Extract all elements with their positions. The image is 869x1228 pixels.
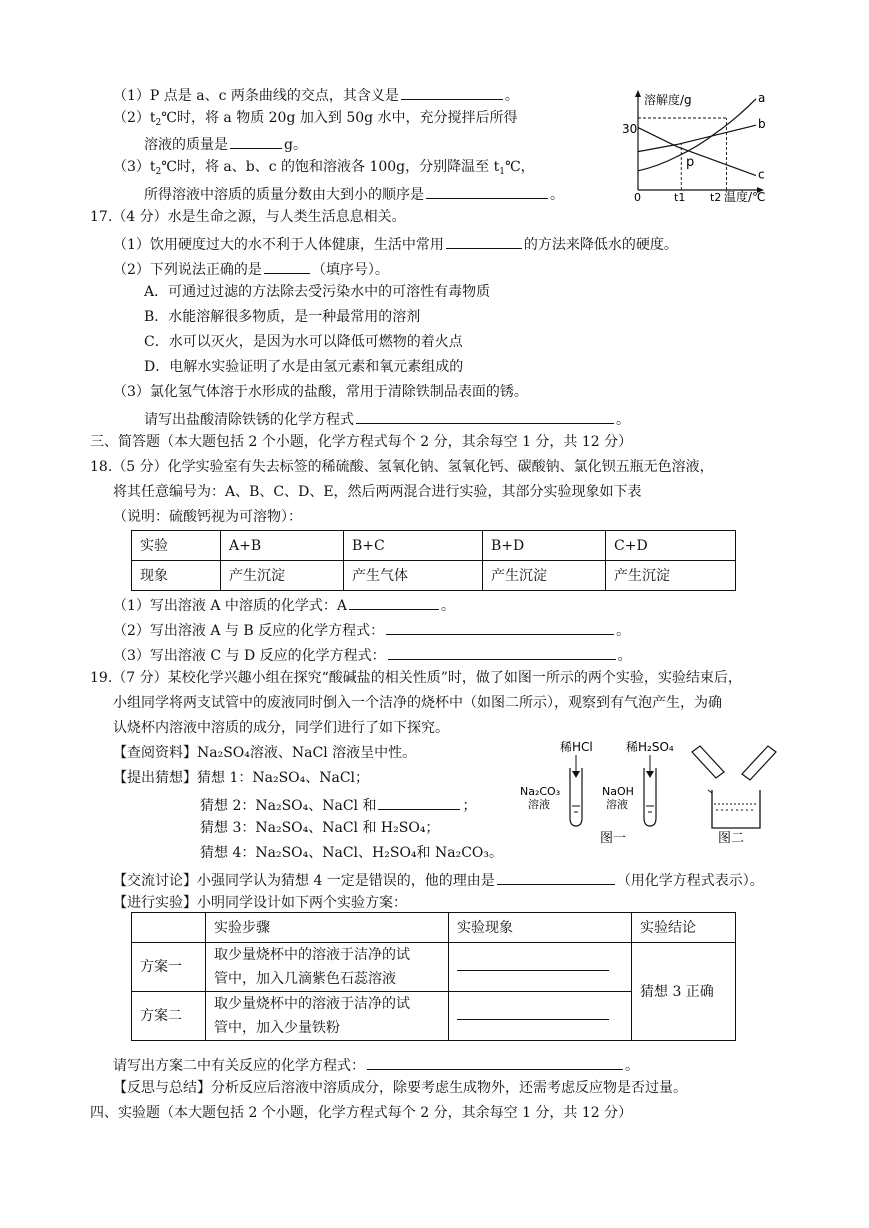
q17-option-a: A．可通过过滤的方法除去受污染水中的可溶性有毒物质 [144,284,491,300]
table-cell: 产生沉淀 [483,561,606,591]
table-cell: B+D [483,531,606,561]
table-row [132,561,736,591]
curve-label-c: c [758,167,765,182]
q19-answer-blank-3[interactable] [367,1056,623,1070]
test-tube-2 [602,739,674,826]
section-3-heading: 三、简答题（本大题包括 2 个小题，化学方程式每个 2 分，其余每空 1 分，共 12 分） [90,434,633,450]
table-cell: 产生沉淀 [606,561,736,591]
q19-line-2: 小组同学将两支试管中的废液同时倒入一个洁净的烧杯中（如图二所示），观察到有气泡产生，为确 [113,695,722,711]
q16-answer-blank-3[interactable] [426,185,548,199]
table-row [132,943,736,992]
q17-answer-blank-2[interactable] [264,260,310,274]
q19-answer-blank-2[interactable] [497,871,615,885]
figure-1-caption: 图一 [600,831,627,846]
q19-reference: 【查阅资料】Na₂SO₄溶液、NaCl 溶液呈中性。 [113,745,417,761]
curve-a [638,99,756,171]
label-dilute-h2so4: 稀H₂SO₄ [626,740,674,754]
q17-part2: （2）下列说法正确的是 （填序号）。 [113,262,389,278]
q18-line-1: 18.（5 分）化学实验室有失去标签的稀硫酸、氢氧化钠、氢氧化钙、碳酸钠、氯化钡五瓶无色溶液， [90,459,714,475]
table-cell [132,913,206,943]
q16-part2-cont: 溶液的质量是 g。 [144,137,307,153]
dropper-arrow-1 [572,771,580,778]
table-cell: 产生气体 [344,561,483,591]
curve-b [638,125,756,151]
plan1-step-line-1: 取少量烧杯中的溶液于洁净的试 [214,947,410,963]
table-cell: 实验 [132,531,221,561]
q19-reflection: 【反思与总结】分析反应后溶液中溶质成分，除要考虑生成物外，还需考虑反应物是否过量。 [113,1080,687,1096]
plan2-step-line-2: 管中，加入少量铁粉 [214,1020,340,1036]
x-axis-label: 温度/℃ [724,190,766,202]
q16-part3: $(3)t_2℃$时，将 a、b、c 的饱和溶液各 100g，分别降温至 $t_1℃$， [113,159,535,177]
q17-title: 17.（4 分）水是生命之源，与人类生活息息相关。 [90,209,406,225]
q16-answer-blank-1[interactable] [401,86,503,100]
q18-line-2: 将其任意编号为：A、B、C、D、E，然后两两混合进行实验，其部分实验现象如下表 [113,484,642,500]
table-cell: 实验步骤 [206,913,449,943]
q17-part3: （3）氯化氢气体溶于水形成的盐酸，常用于清除铁制品表面的锈。 [113,384,528,400]
table-cell [449,992,632,1041]
q18-answer-blank-1[interactable] [349,596,439,610]
pouring-tubes [692,746,776,780]
q19-guess-4: 猜想 4：Na₂SO₄、NaCl、H₂SO₄和 Na₂CO₃。 [200,845,503,861]
curve-c [638,128,756,176]
table-row [132,913,736,943]
q19-discussion: 【交流讨论】小强同学认为猜想 4 一定是错误的，他的理由是 （用化学方程式表示）。 [113,873,764,889]
x-tick-t2: t2 [710,191,722,202]
q17-option-b: B．水能溶解很多物质，是一种最常用的溶剂 [144,309,421,325]
dropper-arrow-2 [646,771,654,778]
q19-plan-table [131,912,736,1041]
q18-part2: （2）写出溶液 A 与 B 反应的化学方程式： 。 [113,623,631,639]
q18-line-3: （说明：硫酸钙视为可溶物）： [113,509,302,525]
table-cell: 产生沉淀 [221,561,344,591]
q18-part3: （3）写出溶液 C 与 D 反应的化学方程式： 。 [113,648,632,664]
plan2-step-line-1: 取少量烧杯中的溶液于洁净的试 [214,996,410,1012]
table-cell: A+B [221,531,344,561]
q19-guess-1: 【提出猜想】猜想 1：Na₂SO₄、NaCl； [113,770,370,786]
q18-part1: （1）写出溶液 A 中溶质的化学式：A 。 [113,598,456,614]
plan1-phenomenon-blank[interactable] [457,969,609,971]
y-tick-label: 30 [622,122,638,136]
q17-answer-blank-1[interactable] [446,235,522,249]
q19-guess-2: 猜想 2：Na₂SO₄、NaCl 和 ； [200,798,477,814]
q16-part3-cont: 所得溶液中溶质的质量分数由大到小的顺序是 。 [144,187,564,203]
tilted-tube-right [742,746,776,780]
test-tube-1 [520,739,593,826]
table-cell: B+C [344,531,483,561]
figure-2-caption: 图二 [718,831,745,846]
table-cell: 实验现象 [449,913,632,943]
tilted-tube-left [692,746,724,778]
table-cell: 现象 [132,561,221,591]
q16-part1: （1）P 点是 a、c 两条曲线的交点，其含义是 。 [113,88,519,104]
table-cell [449,943,632,992]
table-cell: 方案一 [132,943,206,992]
q19-line-3: 认烧杯内溶液中溶质的成分，同学们进行了如下探究。 [113,720,449,736]
label-na2co3: Na₂CO₃ [520,785,561,798]
q18-experiment-table [131,530,736,591]
solubility-chart [620,86,780,202]
origin-label: 0 [634,191,641,202]
section-4-heading: 四、实验题（本大题包括 2 个小题，化学方程式每个 2 分，其余每空 1 分，共 12 分） [90,1105,633,1121]
beaker-glass [712,790,760,828]
label-naoh: NaOH [602,785,634,798]
table-cell: C+D [606,531,736,561]
plan1-step-line-2: 管中，加入几滴紫色石蕊溶液 [214,971,396,987]
table-cell: 方案二 [132,992,206,1041]
q17-answer-blank-3[interactable] [356,410,614,424]
x-tick-t1: t1 [674,191,686,202]
y-axis-label: 溶解度/g [644,93,692,107]
intersection-label: p [686,155,695,170]
q18-answer-blank-3[interactable] [388,646,616,660]
q19-guess-3: 猜想 3：Na₂SO₄、NaCl 和 H₂SO₄； [200,820,440,836]
q19-answer-blank-1[interactable] [378,796,460,810]
y-axis-arrow [635,90,641,97]
table-cell [206,943,449,992]
beaker [708,790,760,828]
table-row [132,531,736,561]
curve-label-a: a [758,90,766,105]
q19-experiment-intro: 【进行实验】小明同学设计如下两个实验方案： [113,895,407,911]
curve-label-b: b [758,117,766,132]
q17-option-d: D．电解水实验证明了水是由氢元素和氧元素组成的 [144,359,464,375]
label-solution-1: 溶液 [528,798,550,811]
plan2-phenomenon-blank[interactable] [457,1018,609,1020]
q17-part3-cont: 请写出盐酸清除铁锈的化学方程式 。 [144,412,630,428]
q16-part2: $(2)t_2℃$时，将 a 物质 20g 加入到 50g 水中，充分搅拌后所得 [113,110,518,128]
label-dilute-hcl: 稀HCl [560,740,593,754]
table-cell [206,992,449,1041]
q19-equation-prompt: 请写出方案二中有关反应的化学方程式： 。 [113,1058,639,1074]
q19-figures [516,738,786,846]
q16-answer-blank-2[interactable] [230,135,282,149]
table-cell: 猜想 3 正确 [632,943,736,1041]
q19-line-1: 19.（7 分）某校化学兴趣小组在探究“酸碱盐的相关性质”时，做了如图一所示的两个实验，实验结束后， [90,670,742,686]
label-solution-2: 溶液 [606,798,628,811]
q17-option-c: C．水可以灭火，是因为水可以降低可燃物的着火点 [144,334,463,350]
table-cell: 实验结论 [632,913,736,943]
q18-answer-blank-2[interactable] [386,621,614,635]
q17-part1: （1）饮用硬度过大的水不利于人体健康，生活中常用 的方法来降低水的硬度。 [113,237,678,253]
